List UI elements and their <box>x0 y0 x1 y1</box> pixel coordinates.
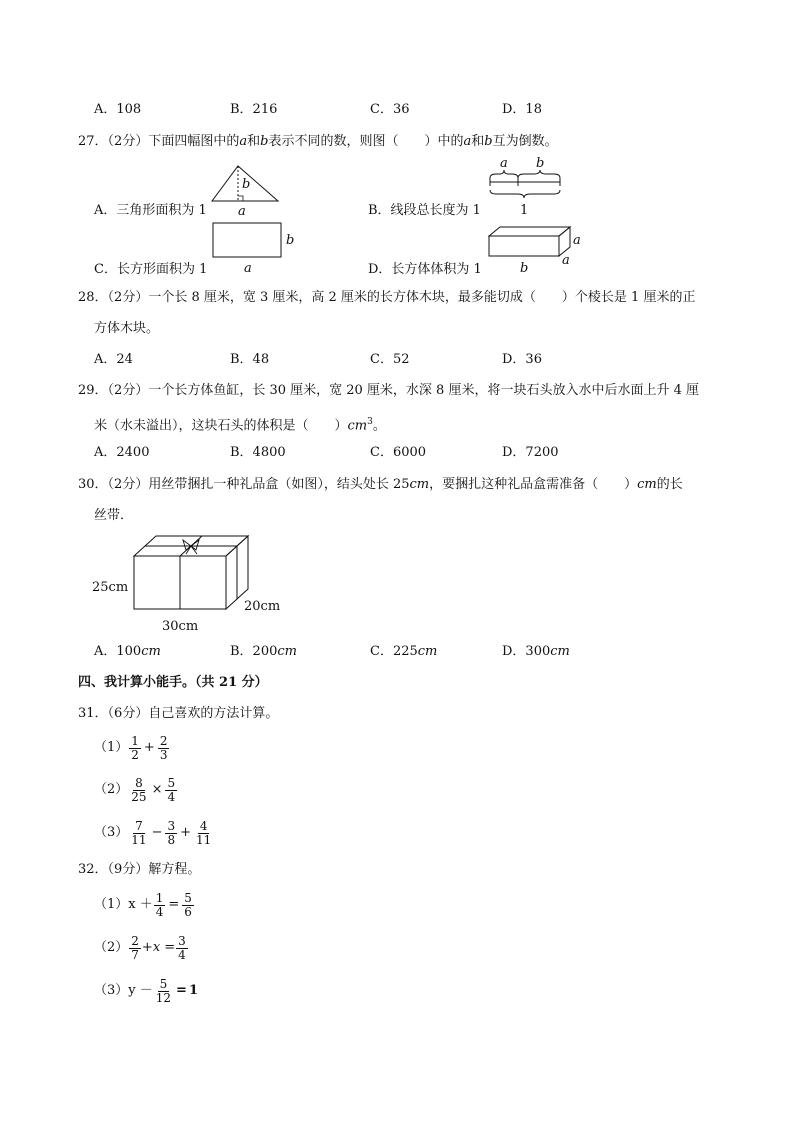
segment-a-label: a <box>500 156 508 171</box>
fraction <box>154 978 173 1005</box>
operator: × <box>151 782 163 797</box>
q31-stem: 31．（6分）自己喜欢的方法计算。 <box>78 706 279 721</box>
q29-unit-exponent: 3 <box>367 417 373 427</box>
q30-option-b-value: B．200 <box>230 644 278 659</box>
q30-option-b <box>230 644 297 660</box>
q32-item-1-label: （1） <box>94 897 129 912</box>
fraction-numerator: 8 <box>135 775 143 790</box>
q30-option-d-value: D．300 <box>502 644 551 659</box>
cuboid-length-label: b <box>520 261 529 276</box>
fraction-denominator: 12 <box>155 990 172 1005</box>
q28-option-c: C．52 <box>370 352 410 367</box>
q27-option-d: D．长方体体积为 1 <box>368 262 482 277</box>
q26-option-c: C．36 <box>370 102 410 117</box>
fraction-denominator: 7 <box>131 947 139 962</box>
triangle-base-label: a <box>238 204 246 219</box>
q29-line2-text: 米（水未溢出），这块石头的体积是（ ） <box>94 418 348 434</box>
fraction <box>165 777 177 804</box>
gift-height-label: 25cm <box>92 580 129 595</box>
q30-line1 <box>78 477 683 493</box>
q32-item-3 <box>94 975 198 1007</box>
q27-option-c: C．长方形面积为 1 <box>94 262 208 277</box>
q29-option-a: A．2400 <box>94 445 150 460</box>
q27-stem-mid: 表示不同的数，则图（ ）中的 <box>268 134 464 149</box>
q29-unit: cm <box>347 418 368 434</box>
fraction <box>158 735 170 762</box>
q31-item-1-label: （1） <box>94 740 129 755</box>
equation-lhs: y － <box>128 983 153 998</box>
equation-middle: +x = <box>141 940 176 955</box>
operator: − <box>151 825 163 840</box>
fraction-numerator: 2 <box>131 933 139 948</box>
equals-sign: = <box>176 983 187 998</box>
var-a: a <box>239 134 248 149</box>
fraction-denominator: 4 <box>167 789 176 804</box>
q26-option-a: A．108 <box>94 102 142 117</box>
equation-lhs: x ＋ <box>128 897 153 912</box>
triangle-figure <box>210 164 280 219</box>
q30-line1-end: 的长 <box>656 477 683 492</box>
q32-item-1 <box>94 889 195 921</box>
q30-option-c-unit: cm <box>417 644 438 659</box>
q29-option-b: B．4800 <box>230 445 286 460</box>
fraction <box>182 892 194 919</box>
q30-option-c-value: C．225 <box>370 644 418 659</box>
q30-option-d <box>502 644 570 660</box>
q29-line2 <box>94 414 386 434</box>
q31-item-2 <box>94 774 178 806</box>
segment-total-label: 1 <box>520 203 529 218</box>
gift-width-label: 20cm <box>244 599 281 614</box>
cuboid-depth-label: a <box>562 253 570 268</box>
fraction-numerator: 7 <box>135 818 143 833</box>
q30-line2: 丝带． <box>94 508 134 523</box>
q27-option-b: B．线段总长度为 1 <box>368 203 481 218</box>
q30-line1-mid: ，要捆扎这种礼品盒需准备（ ） <box>429 477 638 492</box>
fraction <box>194 820 213 847</box>
fraction-numerator: 1 <box>155 890 164 905</box>
q28-line2: 方体木块。 <box>94 321 160 336</box>
q30-option-d-unit: cm <box>550 644 570 659</box>
fraction-denominator: 8 <box>167 832 176 847</box>
fraction <box>176 935 188 962</box>
fraction-denominator: 4 <box>155 904 164 919</box>
equation-rhs: 1 <box>188 983 198 998</box>
q26-option-d: D．18 <box>502 102 542 117</box>
fraction-numerator: 5 <box>184 890 192 905</box>
q29-line2-end: 。 <box>372 418 386 434</box>
q26-option-b: B．216 <box>230 102 278 117</box>
q30-unit: cm <box>637 477 657 492</box>
equals-sign: = <box>168 897 180 912</box>
q30-unit: cm <box>409 477 430 492</box>
cuboid-height-label: a <box>573 233 581 248</box>
q30-option-a-value: A．100 <box>94 644 142 659</box>
var-a: a <box>463 134 472 149</box>
fraction-denominator: 2 <box>131 747 139 762</box>
fraction-numerator: 1 <box>131 733 139 748</box>
q31-item-1 <box>94 732 170 764</box>
q27-stem <box>78 134 558 150</box>
fraction-numerator: 3 <box>167 818 176 833</box>
q28-option-b: B．48 <box>230 352 270 367</box>
fraction-denominator: 3 <box>159 747 168 762</box>
q28-option-a: A．24 <box>94 352 133 367</box>
q29-line1: 29．（2分）一个长方体鱼缸，长 30 厘米，宽 20 厘米，水深 8 厘米，将一块石头放入水中后水面上升 4 厘 <box>78 383 699 398</box>
q30-option-c <box>370 644 437 660</box>
segment-b-label: b <box>536 156 545 171</box>
q28-option-d: D．36 <box>502 352 542 367</box>
q31-item-2-label: （2） <box>94 782 129 797</box>
fraction-numerator: 4 <box>199 818 208 833</box>
q29-option-c: C．6000 <box>370 445 427 460</box>
var-b: b <box>260 134 269 149</box>
fraction <box>165 820 177 847</box>
q29-option-d: D．7200 <box>502 445 559 460</box>
q27-and: 和 <box>471 134 485 149</box>
fraction-denominator: 11 <box>196 832 212 847</box>
q31-item-3-label: （3） <box>94 825 129 840</box>
operator: + <box>180 825 192 840</box>
fraction-denominator: 6 <box>184 904 192 919</box>
gift-length-label: 30cm <box>162 619 199 634</box>
q27-stem-text: 下面四幅图中的 <box>148 134 240 149</box>
section-4-title: 四、我计算小能手。（共 21 分） <box>78 675 268 690</box>
fraction-numerator: 2 <box>159 733 168 748</box>
fraction <box>154 892 166 919</box>
q27-stem-end: 互为倒数。 <box>492 134 558 149</box>
var-b: b <box>484 134 493 149</box>
gift-box-figure <box>90 532 290 634</box>
q28-line1: 28．（2分）一个长 8 厘米，宽 3 厘米，高 2 厘米的长方体木块，最多能切成（ ）个棱长是 1 厘米的正 <box>78 290 696 305</box>
fraction <box>129 735 141 762</box>
fraction-denominator: 11 <box>131 832 147 847</box>
rect-side-label: b <box>286 233 295 248</box>
rect-base-label: a <box>244 261 252 276</box>
q32-item-3-label: （3） <box>94 983 129 998</box>
q30-option-a-unit: cm <box>141 644 161 659</box>
q32-item-2 <box>94 932 189 964</box>
q30-option-b-unit: cm <box>277 644 297 659</box>
q27-number: 27．（2分） <box>78 134 149 149</box>
fraction-numerator: 3 <box>178 933 186 948</box>
fraction-denominator: 4 <box>178 947 186 962</box>
fraction-numerator: 5 <box>159 976 168 991</box>
q27-and: 和 <box>247 134 261 149</box>
q30-option-a <box>94 644 161 660</box>
q32-stem: 32．（9分）解方程。 <box>78 862 201 877</box>
q32-item-2-label: （2） <box>94 940 129 955</box>
q27-option-a: A．三角形面积为 1 <box>94 203 207 218</box>
fraction <box>129 935 141 962</box>
operator: + <box>143 740 155 755</box>
fraction <box>129 820 148 847</box>
q31-item-3 <box>94 817 214 849</box>
rectangle-figure <box>212 222 302 276</box>
cuboid-figure <box>488 224 584 274</box>
fraction-denominator: 25 <box>131 789 147 804</box>
triangle-height-label: b <box>242 177 251 192</box>
fraction-numerator: 5 <box>167 775 176 790</box>
q30-line1-text: 30．（2分）用丝带捆扎一种礼品盒（如图），结头处长 25 <box>78 477 410 492</box>
fraction <box>129 777 148 804</box>
segment-figure <box>488 154 562 216</box>
